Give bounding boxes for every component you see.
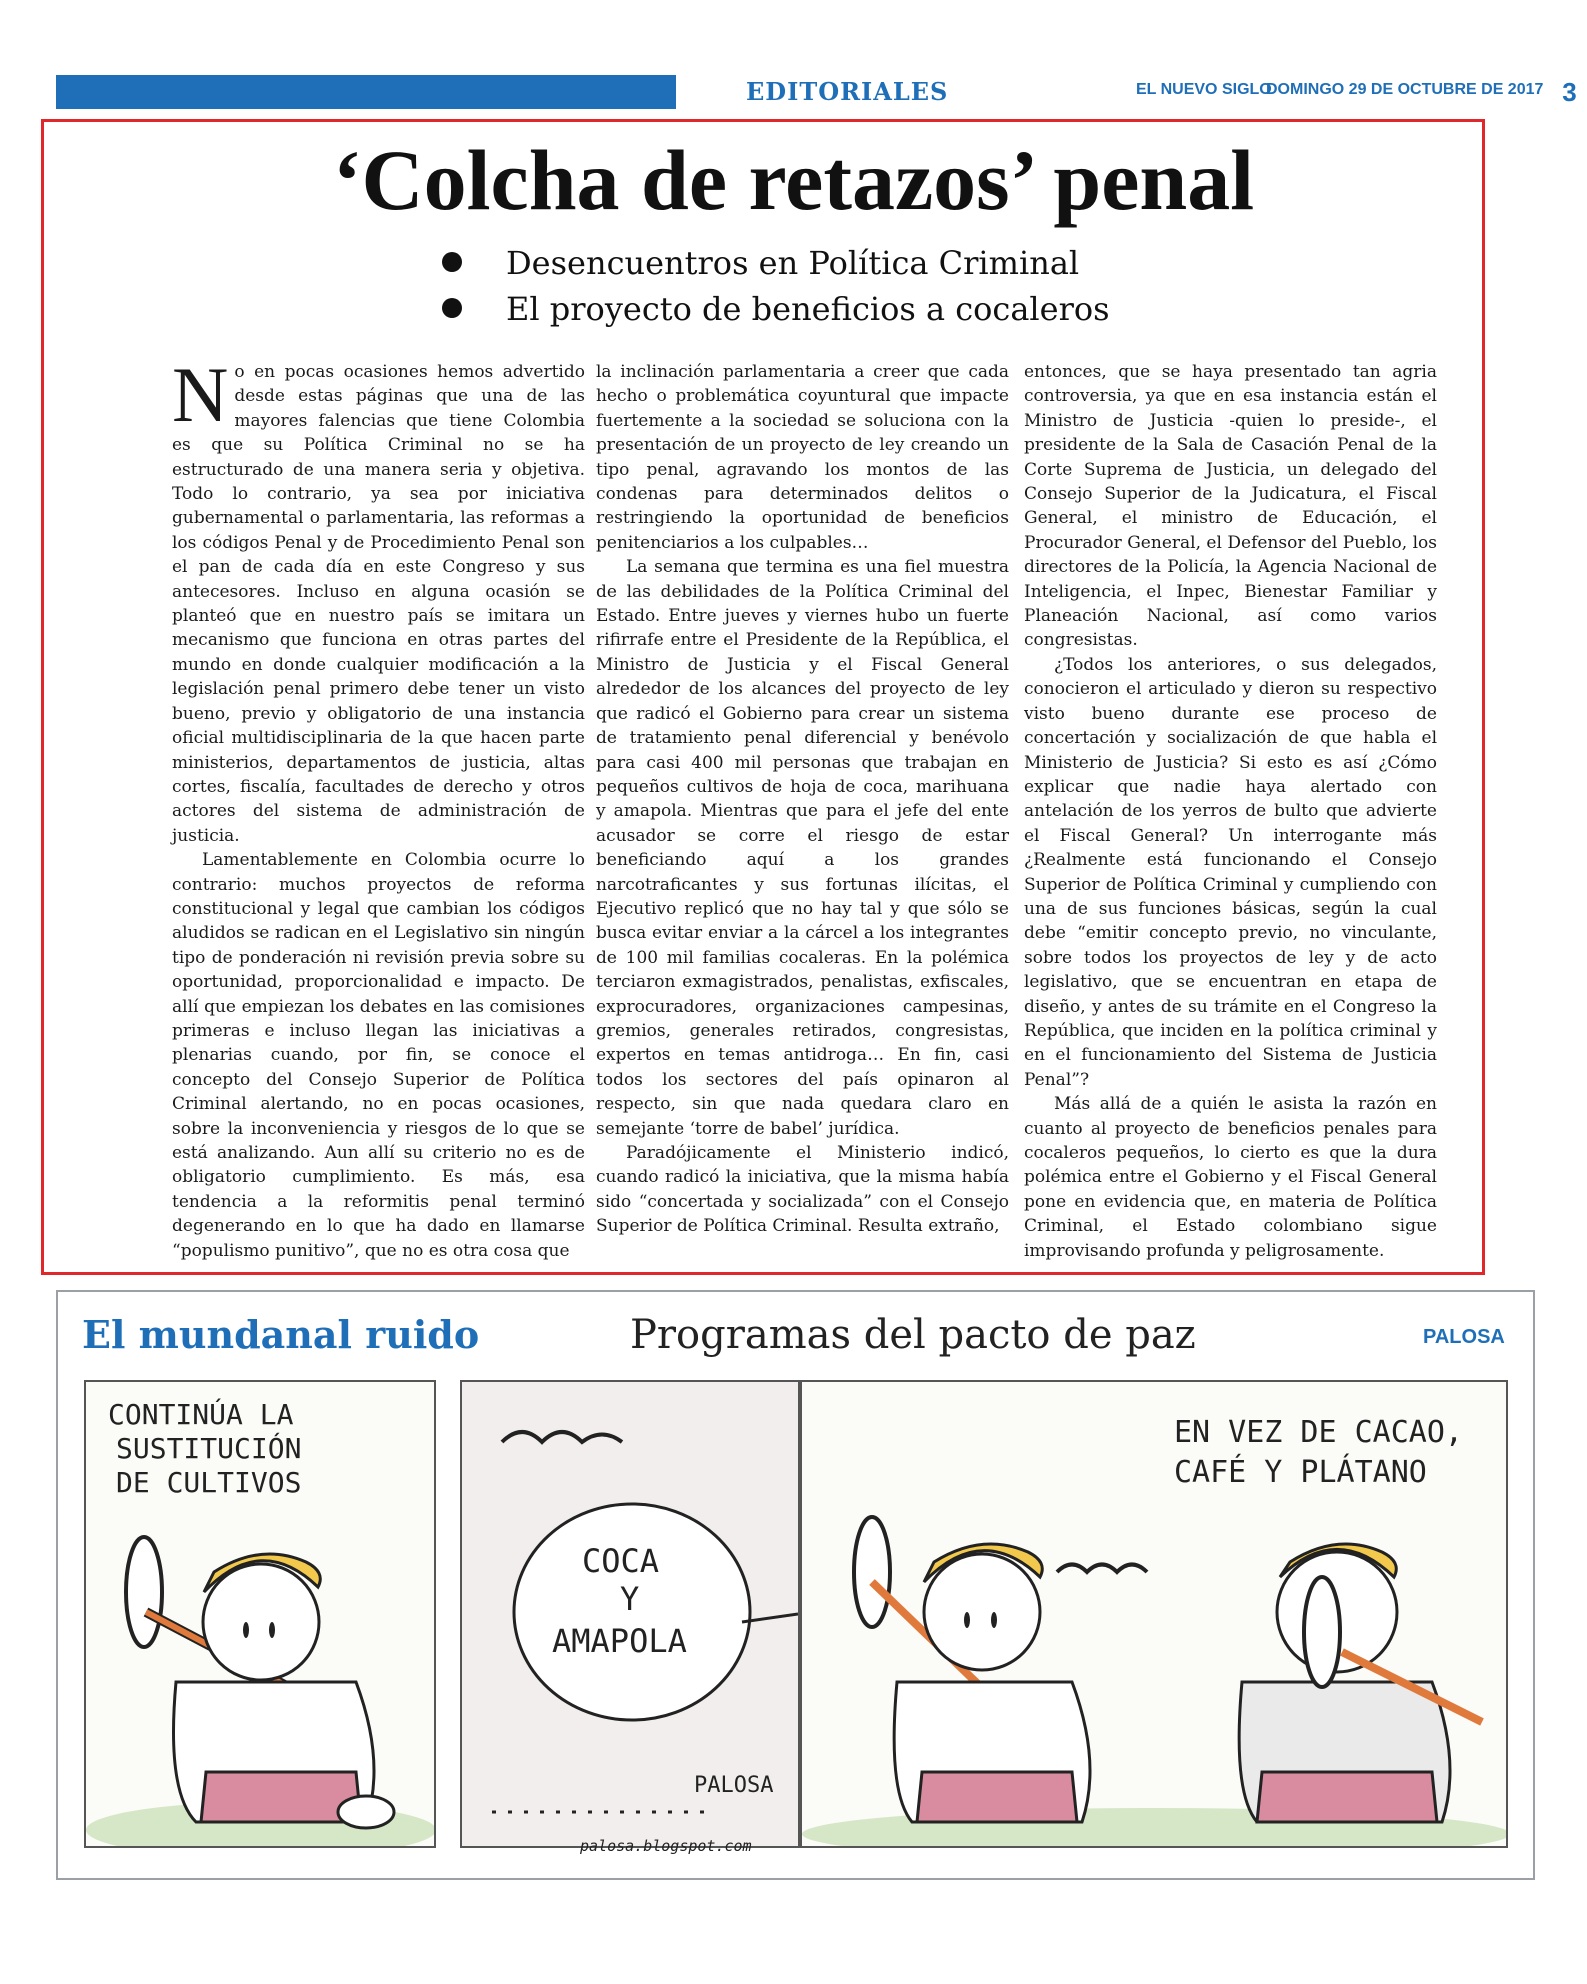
caption-line: CONTINÚA LA <box>108 1398 294 1431</box>
paragraph: Paradójicamente el Ministerio indicó, cuando radicó la iniciativa, que la misma había sido “concertada y socializada” con el Consejo Superior de Política Criminal. Resulta extraño, <box>596 1143 1009 1237</box>
section-header-bar <box>56 75 1577 109</box>
paper-info <box>1126 75 1546 109</box>
drop-cap: N <box>172 351 229 438</box>
caption-line: CAFÉ Y PLÁTANO <box>1174 1455 1427 1490</box>
caption-line: DE CULTIVOS <box>116 1466 302 1499</box>
paragraph <box>172 351 585 848</box>
issue-date: DOMINGO 29 DE OCTUBRE DE 2017 <box>1266 81 1544 98</box>
paragraph-text: o en pocas ocasiones hemos advertido desde estas páginas que una de las mayores falencias que tiene Colombia es que su Política Criminal no se ha estructurado de una manera seria y objetiva. Todo lo contrario, ya sea por iniciativa gubernamental o parlamentaria, las reformas a los códigos Penal y de Procedimiento Penal son el pan de cada día en este Congreso y sus antecesores. Incluso en alguna ocasión se planteó que en nuestro país se imitara un mecanismo que funciona en otras partes del mundo en donde cualquier modificación a la legislación penal primero debe tener un visto bueno, previo y obligatorio de una instancia oficial multidisciplinaria de la que hacen parte ministerios, departamentos de justicia, altas cortes, fiscalía, facultades de derecho y otros actores del sistema de administración de justicia. <box>172 362 585 846</box>
paragraph: entonces, que se haya presentado tan agria controversia, ya que en esa instancia están el Ministro de Justicia -quien lo preside-, el presidente de la Sala de Casación Penal de la Corte Suprema de Justicia, un delegado del Consejo Superior de la Judicatura, el Fiscal General, el ministro de Educación, el Procurador General, el Defensor del Pueblo, los directores de la Policía, la Agencia Nacional de Inteligencia, el Inpec, Bienestar Familiar y Planeación Nacional, así como varios congresistas. <box>1024 362 1437 651</box>
caption-line: SUSTITUCIÓN <box>116 1432 302 1465</box>
comic-panel-1 <box>84 1380 436 1848</box>
subhead-text: El proyecto de beneficios a cocaleros <box>506 290 1110 328</box>
section-label: EDITORIALES <box>746 77 949 106</box>
signature: PALOSA <box>694 1773 774 1798</box>
editorial-column-2 <box>596 360 1009 1239</box>
cartoon-series-title: El mundanal ruido <box>82 1312 480 1357</box>
bullet-icon <box>442 252 462 272</box>
paragraph: la inclinación parlamentaria a creer que cada hecho o problemática coyuntural que impacte fuertemente a la sociedad se soluciona con la presentación de un proyecto de ley creando un tipo penal, agravando los montos de las condenas para determinados delitos o restringiendo la oportunidad de beneficios penitenciarios a los culpables… <box>596 362 1009 553</box>
comic-panel-2 <box>460 1380 800 1848</box>
editorial-subheads <box>436 240 1196 332</box>
bullet-icon <box>442 298 462 318</box>
speech-line: COCA <box>582 1542 660 1580</box>
cartoon-title: Programas del pacto de paz <box>630 1312 1196 1358</box>
paper-name: EL NUEVO SIGLO <box>1136 81 1272 98</box>
subhead-item <box>436 286 1196 332</box>
blog-url: palosa.blogspot.com <box>580 1837 752 1855</box>
paragraph: Más allá de a quién le asista la razón en cuanto al proyecto de beneficios penales para cocaleros pequeños, lo cierto es que la dura polémica entre el Gobierno y el Fiscal General pone en evidencia que, en materia de Política Criminal, el Estado colombiano sigue improvisando profunda y peligrosamente. <box>1024 1094 1437 1261</box>
speech-line: Y <box>620 1580 640 1618</box>
farmer-drawing <box>86 1382 436 1848</box>
editorial-headline: ‘Colcha de retazos’ penal <box>332 132 1255 228</box>
cartoon-author: PALOSA <box>1423 1326 1505 1348</box>
editorial-column-1 <box>172 351 585 1263</box>
farmers-drawing <box>802 1382 1508 1848</box>
editorial-column-3 <box>1024 360 1437 1263</box>
speech-line: AMAPOLA <box>552 1622 687 1660</box>
subhead-item <box>436 240 1196 286</box>
paragraph: Lamentablemente en Colombia ocurre lo contrario: muchos proyectos de reforma constitucional y legal que cambian los códigos aludidos se radican en el Legislativo sin ningún tipo de ponderación ni revisión previa sobre su oportunidad, proporcionalidad e impacto. De allí que empiezan los debates en las comisiones primeras e incluso llegan las iniciativas a plenarias cuando, por fin, se conoce el concepto del Consejo Superior de Política Criminal alertando, no en pocas ocasiones, sobre la inconveniencia y riesgos de lo que se está analizando. Aun allí su criterio no es de obligatorio cumplimiento. Es más, esa tendencia a la reformitis penal terminó degenerando en lo que ha dado en llamarse “populismo punitivo”, que no es otra cosa que <box>172 850 585 1261</box>
speech-drawing <box>462 1382 800 1848</box>
caption-line: EN VEZ DE CACAO, <box>1174 1415 1463 1450</box>
comic-panel-3 <box>800 1380 1508 1848</box>
paragraph: La semana que termina es una fiel muestra de las debilidades de la Política Criminal del Estado. Entre jueves y viernes hubo un fuerte rifirrafe entre el Presidente de la República, el Ministro de Justicia y el Fiscal General alrededor de los alcances del proyecto de ley que radicó el Gobierno para crear un sistema de tratamiento penal diferencial y benévolo para casi 400 mil personas que trabajan en pequeños cultivos de hoja de coca, marihuana y amapola. Mientras que para el jefe del ente acusador se corre el riesgo de estar beneficiando aquí a los grandes narcotraficantes y sus fortunas ilícitas, el Ejecutivo replicó que no hay tal y que sólo se busca evitar enviar a la cárcel a los integrantes de 100 mil familias cocaleras. En la polémica terciaron exmagistrados, penalistas, exfiscales, exprocuradores, organizaciones campesinas, gremios, generales retirados, congresistas, expertos en temas antidroga… En fin, casi todos los sectores del país opinaron al respecto, sin que nada quedara claro en semejante ‘torre de babel’ jurídica. <box>596 557 1009 1139</box>
paragraph: ¿Todos los anteriores, o sus delegados, conocieron el articulado y dieron su respectivo visto bueno durante ese proceso de concertación y socialización de que habla el Ministerio de Justicia? Si esto es así ¿Cómo explicar que nadie haya alertado con antelación de los yerros de bulto que advierte el Fiscal General? Un interrogante más ¿Realmente está funcionando el Consejo Superior de Política Criminal y cumpliendo con una de sus funciones básicas, según la cual debe “emitir concepto previo, no vinculante, sobre todos los proyectos de ley y de acto legislativo, que se encuentran en etapa de diseño, y antes de su trámite en el Congreso la República, que inciden en la política criminal y en el funcionamiento del Sistema de Justicia Penal”? <box>1024 654 1437 1090</box>
subhead-text: Desencuentros en Política Criminal <box>506 244 1080 282</box>
page-number: 3 <box>1548 75 1587 109</box>
